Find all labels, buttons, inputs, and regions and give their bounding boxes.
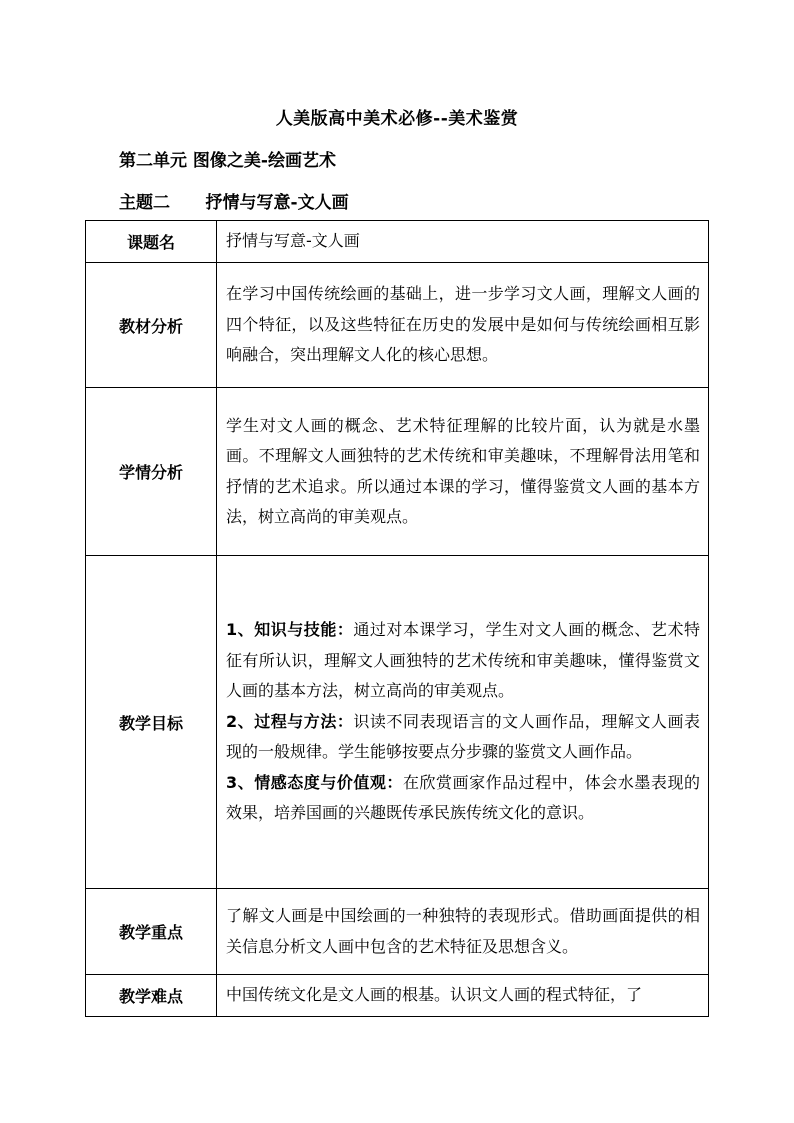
table-row-lesson-title <box>86 221 709 263</box>
document-title: 人美版高中美术必修--美术鉴赏 <box>275 109 519 129</box>
table-row-material-analysis <box>86 263 709 388</box>
row-content-difficulty: 中国传统文化是文人画的根基。认识文人画的程式特征，了 <box>217 975 709 1017</box>
goal-text: 识读不同表现语言的文人画作品，理解文人画表现的一般规律。学生能够按要点分步骤的鉴赏文人画作品。 <box>226 711 700 762</box>
row-content-learner-analysis: 学生对文人画的概念、艺术特征理解的比较片面，认为就是水墨画。不理解文人画独特的艺术传统和审美趣味，不理解骨法用笔和抒情的艺术追求。所以通过本课的学习，懂得鉴赏文人画的基本方法，树立高尚的审美观点。 <box>217 388 709 556</box>
goal-item-attitude <box>226 768 700 829</box>
table-row-learner-analysis <box>86 388 709 556</box>
lesson-plan-table <box>85 220 709 1017</box>
row-label-material-analysis: 教材分析 <box>86 263 217 388</box>
row-content-teaching-goals <box>217 556 709 889</box>
row-label-teaching-goals: 教学目标 <box>86 556 217 889</box>
row-content-lesson-title: 抒情与写意-文人画 <box>217 221 709 263</box>
goal-heading: 1、知识与技能： <box>226 620 354 640</box>
row-label-key-points: 教学重点 <box>86 889 217 975</box>
table-row-difficulty <box>86 975 709 1017</box>
row-content-material-analysis: 在学习中国传统绘画的基础上，进一步学习文人画，理解文人画的四个特征，以及这些特征在历史的发展中是如何与传统绘画相互影响融合，突出理解文人化的核心思想。 <box>217 263 709 388</box>
goal-text: 通过对本课学习，学生对文人画的概念、艺术特征有所认识，理解文人画独特的艺术传统和审美趣味，懂得鉴赏文人画的基本方法，树立高尚的审美观点。 <box>226 620 700 701</box>
table-row-teaching-goals <box>86 556 709 889</box>
unit-heading: 第二单元 图像之美-绘画艺术 <box>119 151 336 171</box>
row-content-key-points: 了解文人画是中国绘画的一种独特的表现形式。借助画面提供的相关信息分析文人画中包含的艺术特征及思想含义。 <box>217 889 709 975</box>
row-label-learner-analysis: 学情分析 <box>86 388 217 556</box>
goal-heading: 3、情感态度与价值观： <box>226 772 403 792</box>
table-row-key-points <box>86 889 709 975</box>
goal-text: 在欣赏画家作品过程中，体会水墨表现的效果，培养国画的兴趣既传承民族传统文化的意识。 <box>226 772 700 823</box>
theme-heading: 主题二 抒情与写意-文人画 <box>119 193 349 213</box>
goal-item-process <box>226 707 700 768</box>
goal-item-knowledge <box>226 615 700 707</box>
row-label-lesson-title: 课题名 <box>86 221 217 263</box>
row-label-difficulty: 教学难点 <box>86 975 217 1017</box>
goal-heading: 2、过程与方法： <box>226 711 354 731</box>
